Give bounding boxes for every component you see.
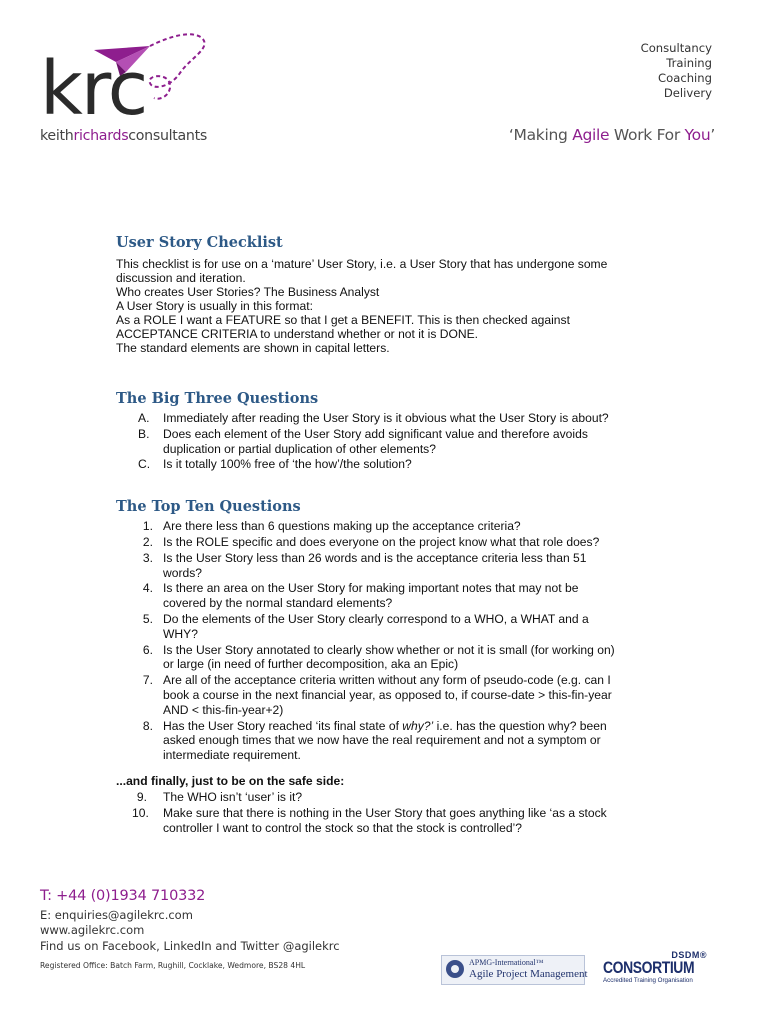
checklist-content: [116, 233, 636, 836]
list-item: C. Is it totally 100% free of ‘the how’/the solution?: [138, 457, 412, 472]
finally-list: [116, 790, 636, 835]
section-title-user-story-checklist: User Story Checklist: [116, 234, 283, 251]
list-item: 9. The WHO isn’t ‘user’ is it?: [136, 789, 303, 804]
service-item: Delivery: [663, 86, 712, 100]
big-three-list: [116, 411, 636, 472]
intro-text: [116, 257, 636, 355]
apmg-logo: [441, 955, 588, 985]
list-item: 5. Do the elements of the User Story clearly correspond to a WHO, a WHAT and a WHY?: [142, 611, 589, 641]
dsdm-top: DSDM®: [671, 950, 707, 960]
intro-line: As a ROLE I want a FEATURE so that I get a BENEFIT. This is then checked against ACCEPTANCE CRITERIA to understand whether or not it is DONE.: [116, 313, 570, 341]
list-item: 3. Is the User Story less than 26 words and is the acceptance criteria less than 51 words?: [142, 550, 587, 580]
intro-line: This checklist is for use on a ‘mature’ User Story, i.e. a User Story that has undergone some discussion and iteration.: [116, 257, 608, 285]
section-title-top-ten: The Top Ten Questions: [116, 498, 301, 516]
dsdm-main: CONSORTIUM: [603, 958, 695, 977]
list-item: 4. Is there an area on the User Story for making important notes that may not be covered by the normal standard elements?: [142, 581, 579, 611]
footer-phone: T: +44 (0)1934 710332: [40, 888, 206, 904]
tagline: ‘Making Agile Work For You’: [508, 126, 715, 144]
list-item: 6. Is the User Story annotated to clearly show whether or not it is small (for working on) or large (in need of further decomposition, aka an Epic): [142, 642, 615, 672]
company-name: keithrichardsconsultants: [40, 128, 207, 144]
section-title-big-three: The Big Three Questions: [116, 390, 319, 407]
service-item: Consultancy: [640, 41, 712, 55]
services-list: [641, 41, 712, 101]
logo-text: krc: [40, 46, 147, 132]
flight-trail-icon: [150, 34, 205, 98]
intro-line: A User Story is usually in this format:: [116, 299, 313, 313]
list-item: B. Does each element of the User Story add significant value and therefore avoids duplication or partial duplication of other elements?: [138, 426, 588, 456]
list-item: 7. Are all of the acceptance criteria written without any form of pseudo-code (e.g. can I book a course in the next financial year, as opposed to, if course-date > this-fin-year AND < this-fin-year+2): [142, 673, 612, 717]
footer-email[interactable]: E: enquiries@agilekrc.com: [40, 908, 193, 922]
service-item: Training: [666, 56, 712, 70]
top-ten-list: [116, 519, 636, 763]
intro-line: Who creates User Stories? The Business Analyst: [116, 285, 380, 299]
intro-line: The standard elements are shown in capital letters.: [116, 341, 390, 355]
list-item: 8. Has the User Story reached ‘its final state of why?’ i.e. has the question why? been asked enough times that we now have the real requirement and not a symptom or intermediate requirement.: [142, 718, 607, 763]
service-item: Coaching: [658, 71, 712, 85]
list-item: A. Immediately after reading the User Story is it obvious what the User Story is about?: [138, 411, 609, 425]
footer-social: Find us on Facebook, LinkedIn and Twitter @agilekrc: [40, 939, 340, 953]
finally-heading: ...and finally, just to be on the safe side:: [116, 773, 345, 788]
footer-website[interactable]: www.agilekrc.com: [40, 923, 145, 937]
apmg-badge-icon: [446, 960, 464, 978]
apmg-line2: Agile Project Management: [469, 968, 588, 980]
apmg-line1: APMG-International™: [469, 958, 544, 967]
list-item: 1. Are there less than 6 questions making up the acceptance criteria?: [142, 519, 521, 534]
footer-registered-office: Registered Office: Batch Farm, Rughill, Cocklake, Wedmore, BS28 4HL: [40, 961, 306, 970]
dsdm-sub: Accredited Training Organisation: [603, 977, 693, 984]
dsdm-consortium-logo: [603, 950, 711, 986]
list-item: 2. Is the ROLE specific and does everyone on the project know what that role does?: [142, 534, 600, 549]
list-item: 10. Make sure that there is nothing in the User Story that goes anything like ‘as a stock controller I want to control the stock so that the stock is controlled’?: [132, 805, 607, 835]
